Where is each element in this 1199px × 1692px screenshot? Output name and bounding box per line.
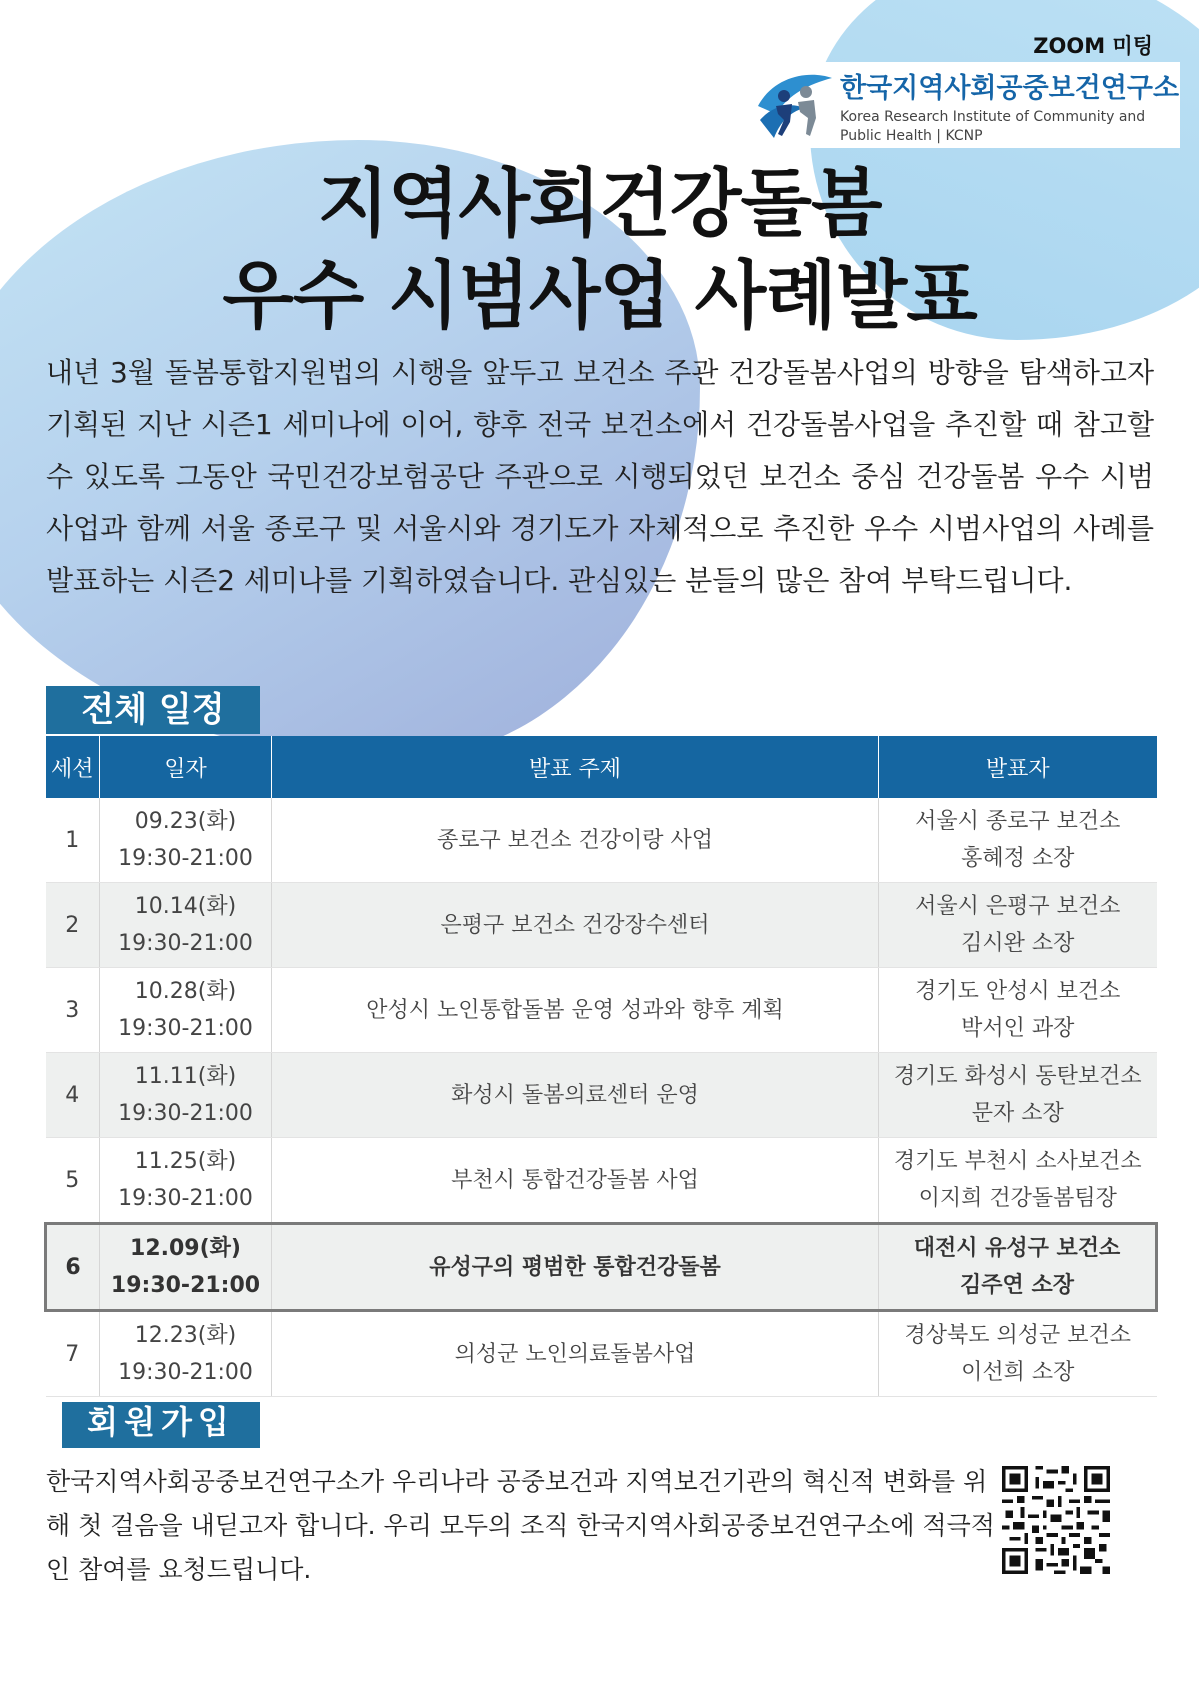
session-presenter bbox=[879, 1311, 1157, 1397]
session-number: 3 bbox=[46, 968, 100, 1053]
session-topic: 안성시 노인통합돌봄 운영 성과와 향후 계획 bbox=[272, 968, 879, 1053]
date-text: 12.09(화) bbox=[130, 1236, 241, 1261]
session-date bbox=[100, 1311, 272, 1397]
session-presenter bbox=[879, 883, 1157, 968]
session-presenter bbox=[879, 968, 1157, 1053]
schedule-header-row bbox=[46, 736, 1157, 798]
session-number: 6 bbox=[46, 1224, 100, 1311]
qr-code-icon[interactable] bbox=[1002, 1466, 1110, 1574]
presenter-org: 대전시 유성구 보건소 bbox=[913, 1236, 1121, 1261]
time-text: 19:30-21:00 bbox=[118, 1360, 253, 1385]
presenter-name: 박서인 과장 bbox=[961, 1016, 1075, 1041]
table-row bbox=[46, 968, 1157, 1053]
organization-name-english-line1: Korea Research Institute of Community and bbox=[840, 109, 1146, 125]
session-number: 1 bbox=[46, 798, 100, 883]
presenter-org: 경기도 안성시 보건소 bbox=[915, 979, 1121, 1004]
presenter-name: 이선희 소장 bbox=[961, 1360, 1075, 1385]
session-date bbox=[100, 968, 272, 1053]
session-presenter bbox=[879, 1053, 1157, 1138]
date-text: 11.11(화) bbox=[134, 1064, 237, 1089]
presenter-name: 김시완 소장 bbox=[961, 931, 1075, 956]
presenter-org: 서울시 종로구 보건소 bbox=[915, 809, 1121, 834]
table-row-highlighted bbox=[46, 1224, 1157, 1311]
session-number: 7 bbox=[46, 1311, 100, 1397]
session-date bbox=[100, 883, 272, 968]
page-title-line1: 지역사회건강돌봄 bbox=[317, 161, 882, 247]
organization-name-english-line2: Public Health | KCNP bbox=[840, 128, 983, 144]
membership-paragraph: 한국지역사회공중보건연구소가 우리나라 공중보건과 지역보건기관의 혁신적 변화를 위해 첫 걸음을 내딛고자 합니다. 우리 모두의 조직 한국지역사회공중보건연구소에 적극적인 참여를 요청드립니다. bbox=[46, 1467, 995, 1584]
date-text: 09.23(화) bbox=[134, 809, 237, 834]
presenter-org: 경기도 화성시 동탄보건소 bbox=[893, 1064, 1142, 1089]
organization-name-english bbox=[840, 108, 1145, 146]
presenter-name: 이지희 건강돌봄팀장 bbox=[918, 1186, 1117, 1211]
session-date bbox=[100, 1053, 272, 1138]
membership-heading: 회원가입 bbox=[62, 1402, 260, 1448]
intro-paragraph: 내년 3월 돌봄통합지원법의 시행을 앞두고 보건소 주관 건강돌봄사업의 방향을 탐색하고자 기획된 지난 시즌1 세미나에 이어, 향후 전국 보건소에서 건강돌봄사업을 추진할 때 참고할 수 있도록 그동안 국민건강보험공단 주관으로 시행되었던 보건소 중심 건강돌봄 우수 시범사업과 함께 서울 종로구 및 서울시와 경기도가 자체적으로 추진한 우수 시범사업의 사례를 발표하는 시즌2 세미나를 기획하였습니다. 관심있는 분들의 많은 참여 부탁드립니다. bbox=[46, 356, 1154, 597]
presenter-org: 경상북도 의성군 보건소 bbox=[904, 1323, 1131, 1348]
session-presenter bbox=[879, 1138, 1157, 1224]
schedule-table bbox=[44, 736, 1158, 1397]
time-text: 19:30-21:00 bbox=[110, 1273, 261, 1298]
session-topic: 화성시 돌봄의료센터 운영 bbox=[272, 1053, 879, 1138]
table-row bbox=[46, 1311, 1157, 1397]
organization-name-korean: 한국지역사회공중보건연구소 bbox=[840, 73, 1180, 104]
time-text: 19:30-21:00 bbox=[118, 1186, 253, 1211]
column-header-session: 세션 bbox=[46, 736, 100, 798]
table-row bbox=[46, 1053, 1157, 1138]
time-text: 19:30-21:00 bbox=[118, 1101, 253, 1126]
session-topic: 유성구의 평범한 통합건강돌봄 bbox=[272, 1224, 879, 1311]
time-text: 19:30-21:00 bbox=[118, 846, 253, 871]
date-text: 10.28(화) bbox=[134, 979, 237, 1004]
time-text: 19:30-21:00 bbox=[118, 931, 253, 956]
session-topic: 종로구 보건소 건강이랑 사업 bbox=[272, 798, 879, 883]
session-topic: 의성군 노인의료돌봄사업 bbox=[272, 1311, 879, 1397]
table-row bbox=[46, 883, 1157, 968]
table-row bbox=[46, 1138, 1157, 1224]
date-text: 12.23(화) bbox=[134, 1323, 237, 1348]
session-number: 4 bbox=[46, 1053, 100, 1138]
session-number: 2 bbox=[46, 883, 100, 968]
column-header-date: 일자 bbox=[100, 736, 272, 798]
presenter-name: 홍혜정 소장 bbox=[961, 846, 1075, 871]
time-text: 19:30-21:00 bbox=[118, 1016, 253, 1041]
page-title bbox=[0, 158, 1199, 342]
date-text: 11.25(화) bbox=[134, 1149, 237, 1174]
date-text: 10.14(화) bbox=[134, 894, 237, 919]
session-date bbox=[100, 1138, 272, 1224]
column-header-topic: 발표 주제 bbox=[272, 736, 879, 798]
schedule-heading: 전체 일정 bbox=[46, 686, 260, 734]
presenter-name: 문자 소장 bbox=[971, 1101, 1064, 1126]
presenter-org: 서울시 은평구 보건소 bbox=[915, 894, 1121, 919]
session-date bbox=[100, 1224, 272, 1311]
organization-logo bbox=[752, 62, 1180, 148]
session-presenter bbox=[879, 1224, 1157, 1311]
people-figures-logo-icon bbox=[754, 66, 834, 146]
meeting-type-label: ZOOM 미팅 bbox=[1033, 34, 1153, 58]
session-topic: 은평구 보건소 건강장수센터 bbox=[272, 883, 879, 968]
session-number: 5 bbox=[46, 1138, 100, 1224]
presenter-org: 경기도 부천시 소사보건소 bbox=[893, 1149, 1142, 1174]
presenter-name: 김주연 소장 bbox=[960, 1273, 1074, 1298]
page-title-line2: 우수 시범사업 사례발표 bbox=[222, 253, 977, 339]
session-topic: 부천시 통합건강돌봄 사업 bbox=[272, 1138, 879, 1224]
session-presenter bbox=[879, 798, 1157, 883]
column-header-presenter: 발표자 bbox=[879, 736, 1157, 798]
session-date bbox=[100, 798, 272, 883]
table-row bbox=[46, 798, 1157, 883]
